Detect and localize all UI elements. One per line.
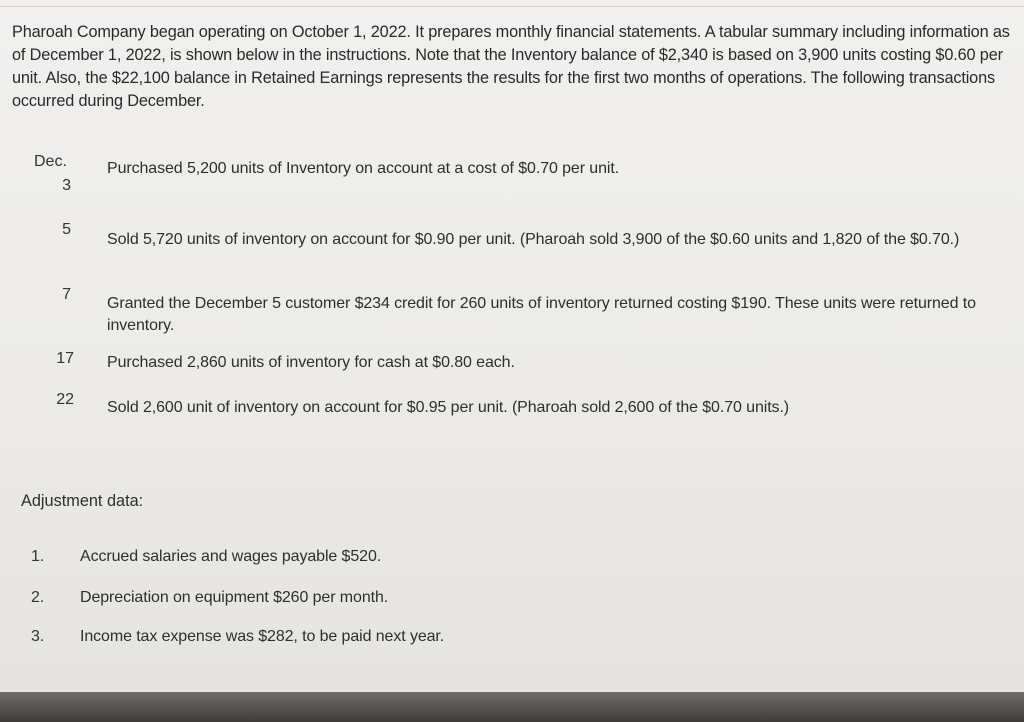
adjustment-number: 2. [31,589,45,606]
transaction-text: Granted the December 5 customer $234 credit for 260 units of inventory returned costing $190. These units were returned to inventory. [107,295,976,334]
adjustment-text: Income tax expense was $282, to be paid next year. [80,628,445,645]
transaction-text: Sold 5,720 units of inventory on account for $0.90 per unit. (Pharoah sold 3,900 of the $0.60 units and 1,820 of the $0.70.) [107,231,960,248]
transaction-day: 17 [56,350,74,367]
monitor-bezel [0,692,1024,722]
transaction-day: 22 [56,391,74,408]
transaction-text: Sold 2,600 unit of inventory on account for $0.95 per unit. (Pharoah sold 2,600 of the $0.70 units.) [107,399,790,416]
transaction-text: Purchased 2,860 units of inventory for cash at $0.80 each. [107,354,515,371]
page-top-border [0,6,1024,7]
adjustment-number: 1. [31,548,45,565]
transaction-day: 7 [62,286,71,303]
adjustment-heading: Adjustment data: [21,492,144,510]
adjustment-text: Depreciation on equipment $260 per month. [80,589,389,606]
transaction-day: 3 [62,177,71,194]
problem-intro: Pharoah Company began operating on October 1, 2022. It prepares monthly financial statements. A tabular summary including information as of December 1, 2022, is shown below in the instructions. Note that the Inventory balance of $2,340 is based on 3,900 units costing $0.60 per unit. Also, the $22,100 balance in Retained Earnings represents the results for the first two months of operations. The following transactions occurred during December. [12,23,1010,110]
transaction-month: Dec. [34,153,67,170]
transaction-text: Purchased 5,200 units of Inventory on account at a cost of $0.70 per unit. [107,160,620,177]
adjustment-text: Accrued salaries and wages payable $520. [80,548,382,565]
adjustment-number: 3. [31,628,45,645]
transaction-day: 5 [62,221,71,238]
